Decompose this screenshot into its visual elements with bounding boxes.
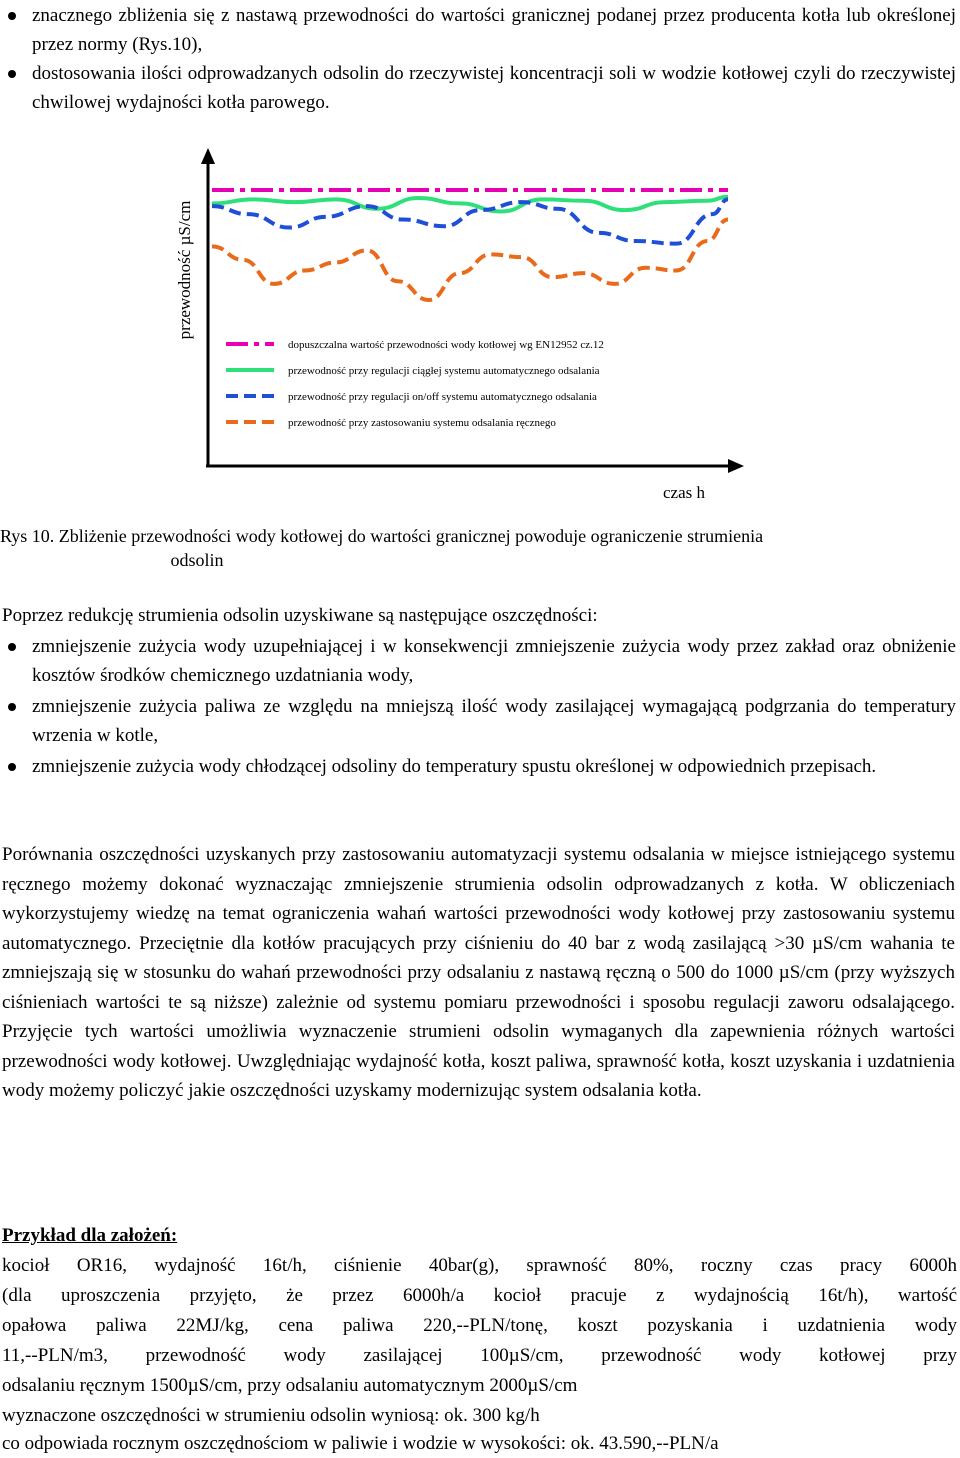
example-line: kocioł OR16, wydajność 16t/h, ciśnienie 40bar(g), sprawność 80%, roczny czas pracy 6000h bbox=[2, 1255, 957, 1276]
legend-label: przewodność przy regulacji ciągłej systemu automatycznego odsalania bbox=[288, 365, 600, 377]
example-line: (dla uproszczenia przyjęto, że przez 6000h/a kocioł pracuje z wydajnością 16t/h), wartość bbox=[2, 1285, 957, 1306]
bullet-text: znacznego zbliżenia się z nastawą przewodności do wartości granicznej podanej przez producenta kotła lub określonej przez normy (Rys.10), bbox=[32, 5, 956, 55]
x-axis-arrow-icon bbox=[728, 459, 744, 473]
bullet-text: zmniejszenie zużycia wody chłodzącej odsoliny do temperatury spustu określonej w odpowiednich przepisach. bbox=[32, 756, 877, 777]
list-item bbox=[8, 632, 956, 690]
example-line: wyznaczone oszczędności w strumieniu odsolin wyniosą: ok. 300 kg/h bbox=[2, 1405, 540, 1426]
bullet-icon bbox=[8, 70, 16, 78]
list-item bbox=[8, 752, 956, 781]
caption-line-2: odsolin bbox=[170, 550, 224, 570]
bullet-text: zmniejszenie zużycia wody uzupełniającej i w konsekwencji zmniejszenie zużycia wody przez zakład oraz obniżenie kosztów środków chemicznego uzdatniania wody, bbox=[32, 636, 956, 686]
bullet-icon bbox=[8, 12, 16, 20]
legend-label: przewodność przy zastosowaniu systemu odsalania ręcznego bbox=[288, 417, 556, 429]
list-item bbox=[8, 692, 956, 750]
bullet-icon bbox=[8, 643, 16, 651]
legend-label: przewodność przy regulacji on/off systemu automatycznego odsalania bbox=[288, 391, 597, 403]
series-line bbox=[212, 197, 728, 212]
caption-line-1: Rys 10. Zbliżenie przewodności wody kotłowej do wartości granicznej powoduje ograniczenie strumienia bbox=[0, 526, 764, 546]
list-item bbox=[8, 59, 956, 117]
example-line: opałowa paliwa 22MJ/kg, cena paliwa 220,--PLN/tonę, koszt pozyskania i uzdatnienia wody bbox=[2, 1315, 957, 1336]
bullet-icon bbox=[8, 703, 16, 711]
bullet-icon bbox=[8, 763, 16, 771]
savings-intro: Poprzez redukcję strumienia odsolin uzyskiwane są następujące oszczędności: bbox=[2, 605, 598, 626]
y-axis-label: przewodność µS/cm bbox=[175, 200, 194, 340]
example-line: odsalaniu ręcznym 1500µS/cm, przy odsalaniu automatycznym 2000µS/cm bbox=[2, 1375, 578, 1396]
bullet-text: dostosowania ilości odprowadzanych odsolin do rzeczywistej koncentracji soli w wodzie kotłowej czyli do rzeczywistej chwilowej wydajności kotła parowego. bbox=[32, 63, 956, 113]
series-line bbox=[212, 220, 728, 300]
conductivity-chart bbox=[0, 140, 960, 520]
list-item bbox=[8, 1, 956, 59]
legend-label: dopuszczalna wartość przewodności wody kotłowej wg EN12952 cz.12 bbox=[288, 339, 604, 351]
x-axis-label: czas h bbox=[662, 483, 705, 502]
example-line: co odpowiada rocznym oszczędnościom w paliwie i wodzie w wysokości: ok. 43.590,--PLN/a bbox=[2, 1433, 719, 1454]
body-paragraph: Porównania oszczędności uzyskanych przy zastosowaniu automatyzacji systemu odsalania w miejsce istniejącego systemu ręcznego możemy dokonać wyznaczając zmniejszenie strumienia odsolin odprowadzanych z kotła. W obliczeniach wykorzystujemy wiedzę na temat ograniczenia wahań wartości przewodności wody kotłowej przy zastosowaniu systemu automatycznego. Przeciętnie dla kotłów pracujących przy ciśnieniu do 40 bar z wodą zasilającą >30 µS/cm wahania te zmniejszają się w stosunku do wahań przewodności przy odsalaniu z nastawą ręczną o 500 do 1000 µS/cm (przy wyższych ciśnieniach wartości te są niższe) zależnie od systemu pomiaru przewodności i sposobu regulacji zaworu odsalającego. Przyjęcie tych wartości umożliwia wyznaczenie strumieni odsolin wymaganych dla zapewnienia różnych wartości przewodności wody kotłowej. Uwzględniając wydajność kotła, koszt paliwa, sprawność kotła, koszt uzyskania i uzdatnienia wody możemy policzyć jakie oszczędności uzyskamy modernizując system odsalania kotła. bbox=[2, 844, 955, 1101]
y-axis-arrow-icon bbox=[201, 148, 215, 164]
bullet-text: zmniejszenie zużycia paliwa ze względu na mniejszą ilość wody zasilającej wymagającą podgrzania do temperatury wrzenia w kotle, bbox=[32, 696, 956, 746]
example-heading: Przykład dla założeń: bbox=[2, 1225, 178, 1246]
example-line: 11,--PLN/m3, przewodność wody zasilającej 100µS/cm, przewodność wody kotłowej przy bbox=[2, 1345, 957, 1366]
